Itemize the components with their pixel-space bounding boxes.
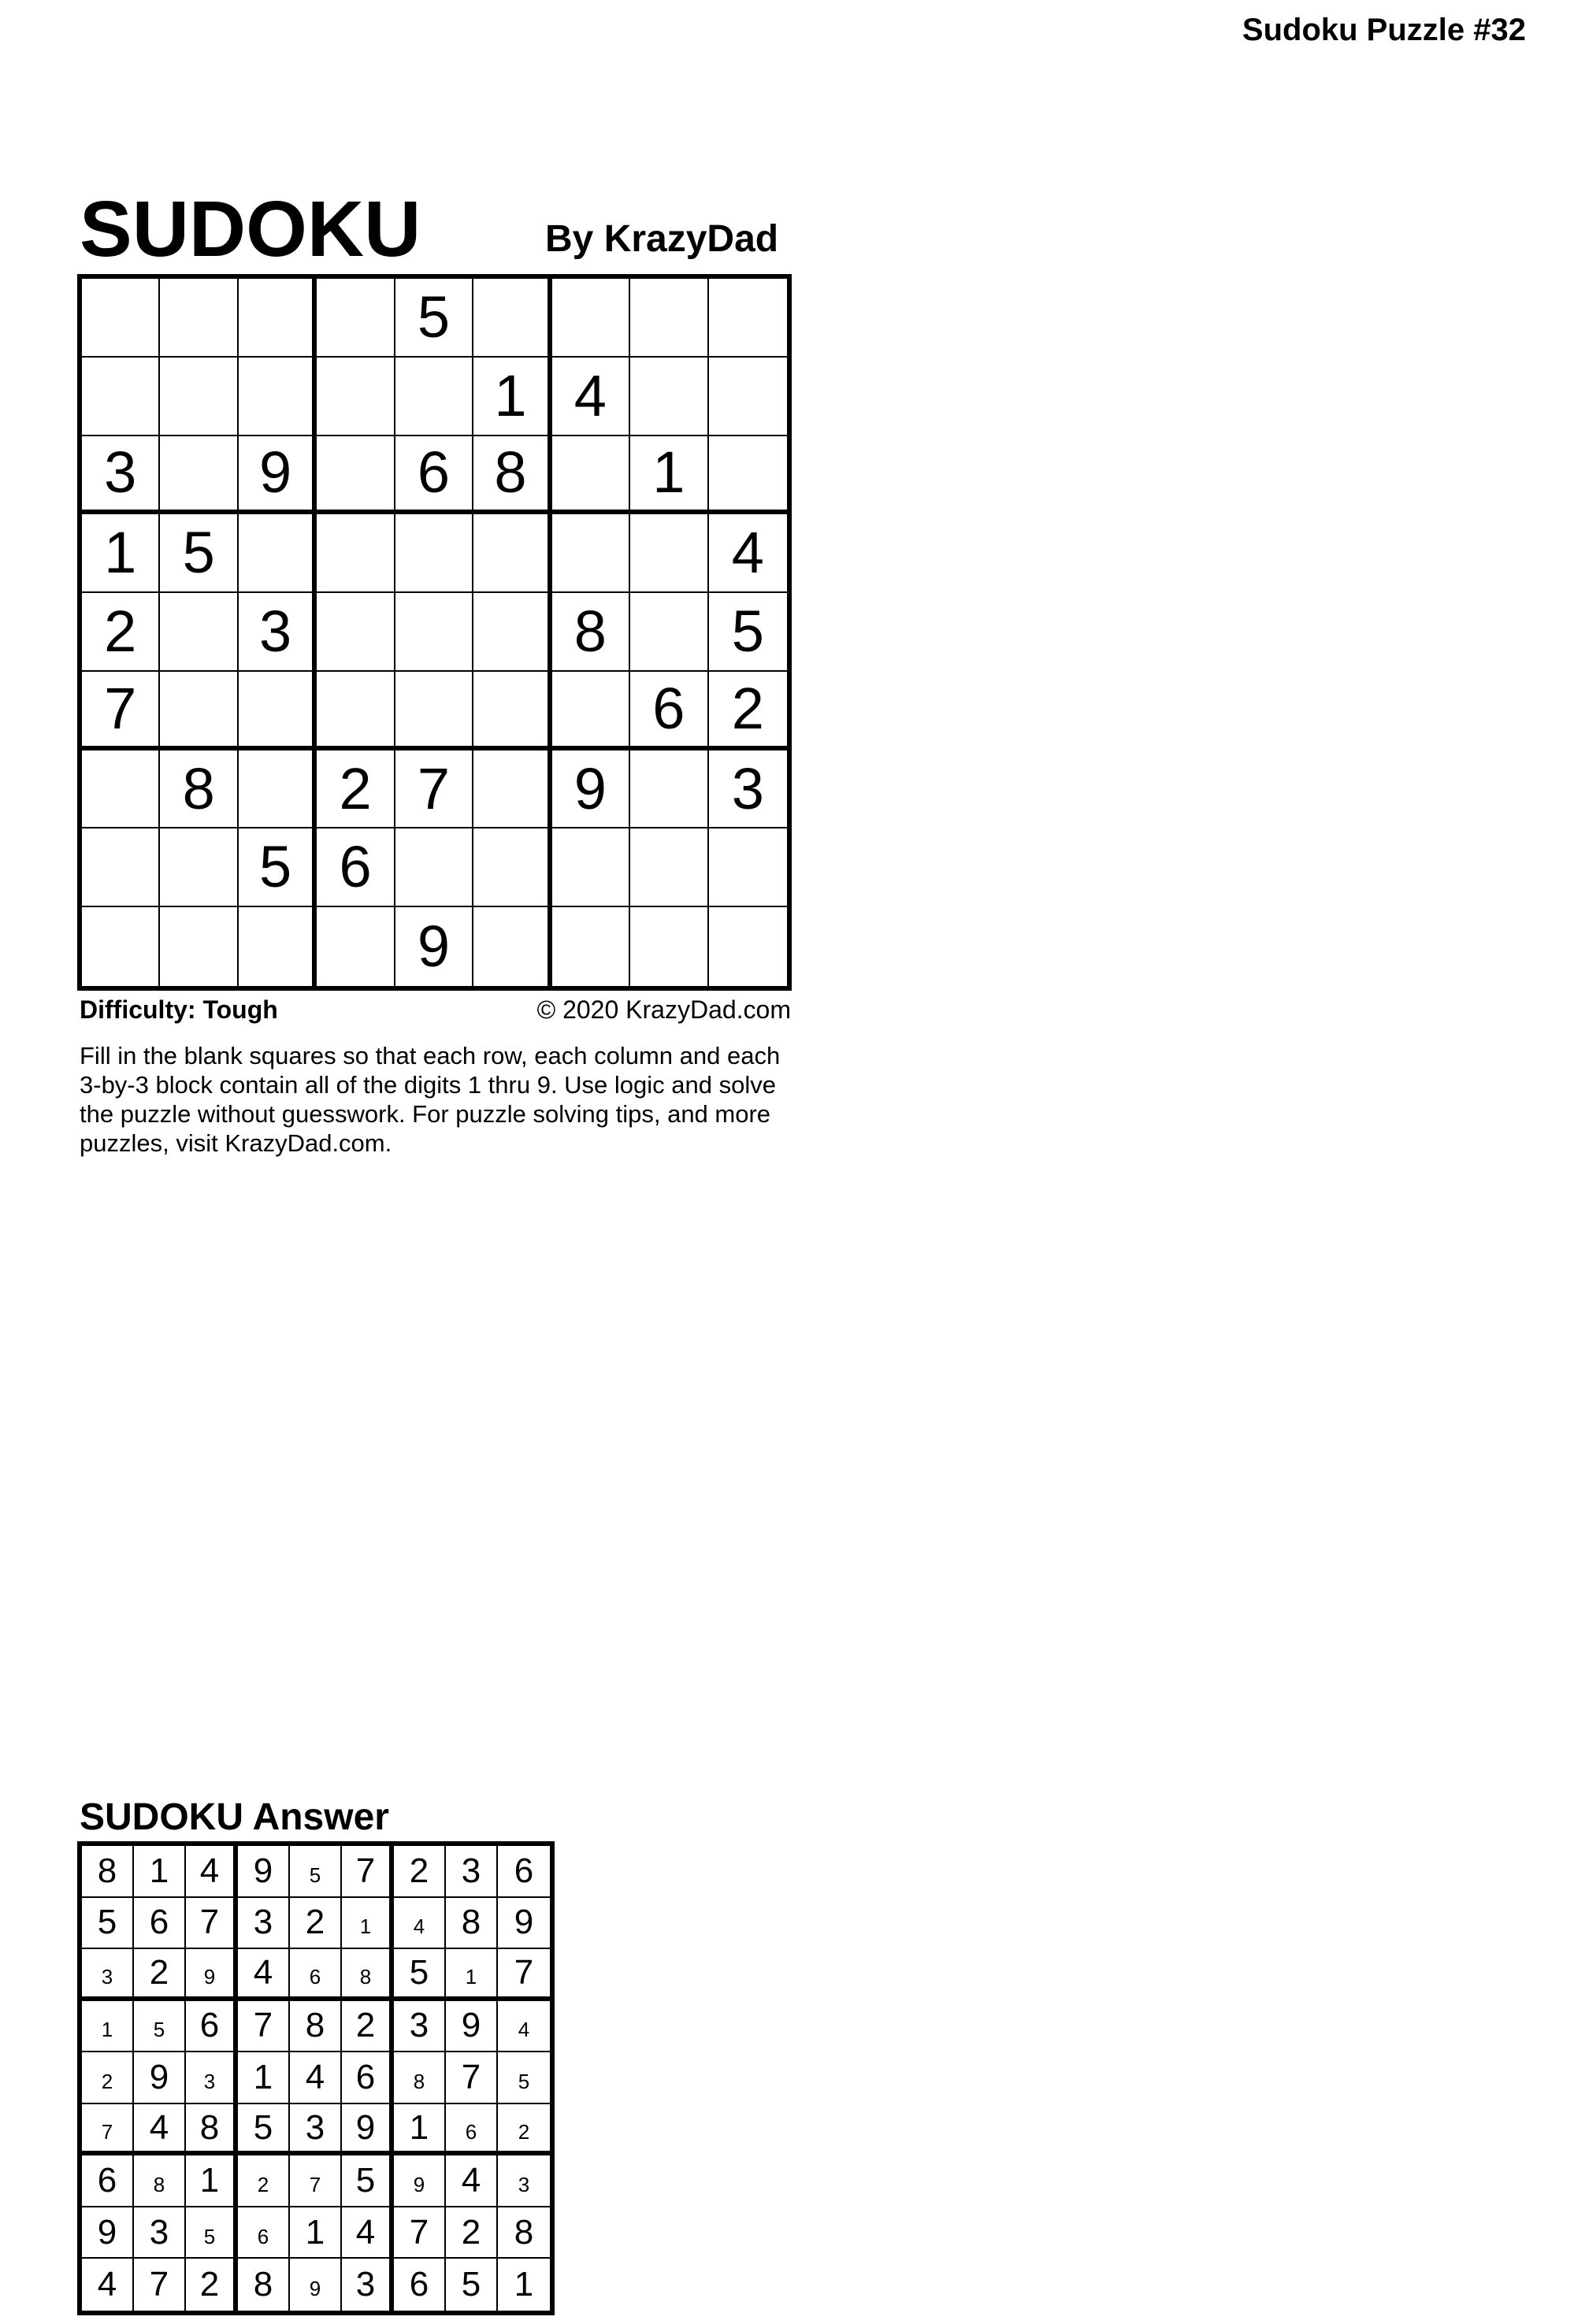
- puzzle-cell[interactable]: 6: [395, 436, 473, 515]
- answer-cell: 2: [134, 1949, 186, 2001]
- puzzle-cell[interactable]: [552, 436, 630, 515]
- puzzle-cell[interactable]: [709, 907, 787, 986]
- answer-cell: 1: [394, 2104, 446, 2156]
- answer-cell: 1: [238, 2052, 290, 2104]
- copyright-notice: © 2020 KrazyDad.com: [536, 995, 791, 1024]
- answer-cell: 3: [446, 1846, 498, 1898]
- puzzle-cell[interactable]: [473, 672, 551, 751]
- puzzle-cell[interactable]: 5: [239, 828, 317, 907]
- answer-cell: 3: [290, 2104, 342, 2156]
- puzzle-cell[interactable]: 5: [160, 514, 238, 593]
- puzzle-cell[interactable]: 3: [239, 593, 317, 672]
- puzzle-cell[interactable]: [317, 279, 395, 358]
- answer-cell: 4: [290, 2052, 342, 2104]
- answer-cell: 6: [186, 2001, 238, 2053]
- puzzle-cell[interactable]: [160, 672, 238, 751]
- answer-cell: 9: [186, 1949, 238, 2001]
- puzzle-cell[interactable]: [160, 828, 238, 907]
- answer-cell: 8: [238, 2259, 290, 2311]
- puzzle-cell[interactable]: [630, 751, 708, 829]
- page-header-title: Sudoku Puzzle #32: [1242, 13, 1526, 47]
- puzzle-cell[interactable]: [395, 514, 473, 593]
- answer-cell: 3: [498, 2155, 550, 2207]
- puzzle-byline: By KrazyDad: [545, 218, 779, 260]
- answer-cell: 6: [394, 2259, 446, 2311]
- puzzle-cell[interactable]: [552, 279, 630, 358]
- answer-cell: 1: [186, 2155, 238, 2207]
- puzzle-cell[interactable]: [239, 279, 317, 358]
- puzzle-cell[interactable]: 2: [709, 672, 787, 751]
- answer-cell: 5: [498, 2052, 550, 2104]
- answer-cell: 6: [238, 2207, 290, 2259]
- answer-grid: [77, 1841, 555, 2315]
- puzzle-cell[interactable]: 9: [552, 751, 630, 829]
- puzzle-cell[interactable]: [630, 279, 708, 358]
- puzzle-cell[interactable]: 9: [395, 907, 473, 986]
- answer-cell: 8: [342, 1949, 394, 2001]
- answer-cell: 7: [498, 1949, 550, 2001]
- puzzle-cell[interactable]: 1: [82, 514, 160, 593]
- puzzle-cell[interactable]: 4: [709, 514, 787, 593]
- answer-cell: 7: [446, 2052, 498, 2104]
- answer-cell: 6: [498, 1846, 550, 1898]
- puzzle-cell[interactable]: [709, 436, 787, 515]
- puzzle-cell[interactable]: [473, 828, 551, 907]
- answer-cell: 4: [238, 1949, 290, 2001]
- puzzle-cell[interactable]: [630, 907, 708, 986]
- answer-cell: 5: [134, 2001, 186, 2053]
- answer-cell: 6: [290, 1949, 342, 2001]
- answer-cell: 2: [186, 2259, 238, 2311]
- puzzle-cell[interactable]: 1: [630, 436, 708, 515]
- answer-cell: 4: [186, 1846, 238, 1898]
- puzzle-cell[interactable]: 6: [630, 672, 708, 751]
- answer-cell: 7: [186, 1898, 238, 1950]
- answer-cell: 3: [342, 2259, 394, 2311]
- puzzle-cell[interactable]: [552, 828, 630, 907]
- answer-cell: 6: [342, 2052, 394, 2104]
- answer-cell: 4: [498, 2001, 550, 2053]
- puzzle-cell[interactable]: [317, 514, 395, 593]
- answer-cell: 8: [394, 2052, 446, 2104]
- puzzle-cell[interactable]: 8: [160, 751, 238, 829]
- answer-cell: 7: [290, 2155, 342, 2207]
- answer-cell: 5: [446, 2259, 498, 2311]
- answer-cell: 5: [394, 1949, 446, 2001]
- answer-cell: 4: [446, 2155, 498, 2207]
- puzzle-cell[interactable]: [395, 672, 473, 751]
- answer-cell: 8: [446, 1898, 498, 1950]
- puzzle-cell[interactable]: [82, 907, 160, 986]
- puzzle-cell[interactable]: [630, 514, 708, 593]
- puzzle-cell[interactable]: [395, 828, 473, 907]
- puzzle-cell[interactable]: [317, 358, 395, 436]
- puzzle-cell[interactable]: 1: [473, 358, 551, 436]
- answer-cell: 9: [498, 1898, 550, 1950]
- puzzle-cell[interactable]: [160, 358, 238, 436]
- puzzle-cell[interactable]: [473, 593, 551, 672]
- answer-cell: 8: [134, 2155, 186, 2207]
- answer-cell: 8: [498, 2207, 550, 2259]
- puzzle-cell[interactable]: [395, 593, 473, 672]
- puzzle-cell[interactable]: [473, 279, 551, 358]
- answer-cell: 9: [342, 2104, 394, 2156]
- answer-cell: 5: [290, 1846, 342, 1898]
- answer-cell: 9: [82, 2207, 134, 2259]
- puzzle-cell[interactable]: [160, 279, 238, 358]
- answer-cell: 2: [82, 2052, 134, 2104]
- answer-cell: 2: [342, 2001, 394, 2053]
- puzzle-cell[interactable]: [317, 907, 395, 986]
- puzzle-cell[interactable]: [552, 907, 630, 986]
- answer-cell: 9: [238, 1846, 290, 1898]
- answer-cell: 8: [82, 1846, 134, 1898]
- puzzle-cell[interactable]: [552, 514, 630, 593]
- puzzle-cell[interactable]: [630, 828, 708, 907]
- answer-cell: 4: [134, 2104, 186, 2156]
- answer-cell: 3: [82, 1949, 134, 2001]
- answer-cell: 4: [342, 2207, 394, 2259]
- answer-cell: 1: [134, 1846, 186, 1898]
- puzzle-cell[interactable]: [709, 358, 787, 436]
- puzzle-cell[interactable]: 4: [552, 358, 630, 436]
- answer-title: SUDOKU Answer: [80, 1796, 389, 1838]
- answer-cell: 1: [82, 2001, 134, 2053]
- puzzle-cell[interactable]: 7: [395, 751, 473, 829]
- puzzle-cell[interactable]: 9: [239, 436, 317, 515]
- puzzle-cell[interactable]: [160, 593, 238, 672]
- puzzle-cell[interactable]: [709, 828, 787, 907]
- puzzle-grid: [77, 274, 792, 991]
- instructions-text: Fill in the blank squares so that each row, each column and each 3-by-3 block contain all of the digits 1 thru 9. Use logic and solve the puzzle without guesswork. For puzzle solving tips, and more puzzles, visit KrazyDad.com.: [80, 1042, 781, 1157]
- puzzle-cell[interactable]: 6: [317, 828, 395, 907]
- answer-cell: 3: [186, 2052, 238, 2104]
- puzzle-cell[interactable]: 7: [82, 672, 160, 751]
- answer-cell: 3: [394, 2001, 446, 2053]
- puzzle-cell[interactable]: 5: [709, 593, 787, 672]
- answer-cell: 5: [82, 1898, 134, 1950]
- puzzle-cell[interactable]: [239, 751, 317, 829]
- puzzle-cell[interactable]: [239, 907, 317, 986]
- answer-cell: 2: [498, 2104, 550, 2156]
- puzzle-cell[interactable]: [239, 358, 317, 436]
- answer-cell: 7: [394, 2207, 446, 2259]
- answer-cell: 6: [134, 1898, 186, 1950]
- puzzle-cell[interactable]: 5: [395, 279, 473, 358]
- puzzle-cell[interactable]: [82, 828, 160, 907]
- puzzle-cell[interactable]: 3: [709, 751, 787, 829]
- puzzle-cell[interactable]: [82, 279, 160, 358]
- puzzle-cell[interactable]: [317, 593, 395, 672]
- answer-cell: 2: [290, 1898, 342, 1950]
- answer-cell: 9: [446, 2001, 498, 2053]
- puzzle-cell[interactable]: [473, 907, 551, 986]
- answer-cell: 1: [446, 1949, 498, 2001]
- puzzle-cell[interactable]: [709, 279, 787, 358]
- answer-cell: 7: [342, 1846, 394, 1898]
- puzzle-cell[interactable]: [630, 358, 708, 436]
- answer-cell: 7: [238, 2001, 290, 2053]
- puzzle-cell[interactable]: [82, 358, 160, 436]
- answer-cell: 8: [290, 2001, 342, 2053]
- puzzle-cell[interactable]: [630, 593, 708, 672]
- answer-cell: 2: [238, 2155, 290, 2207]
- answer-cell: 7: [134, 2259, 186, 2311]
- puzzle-cell[interactable]: [239, 514, 317, 593]
- answer-cell: 4: [394, 1898, 446, 1950]
- puzzle-title: SUDOKU: [80, 185, 421, 273]
- puzzle-cell[interactable]: [160, 436, 238, 515]
- answer-cell: 7: [82, 2104, 134, 2156]
- puzzle-cell[interactable]: [317, 436, 395, 515]
- answer-cell: 9: [290, 2259, 342, 2311]
- puzzle-cell[interactable]: 8: [552, 593, 630, 672]
- answer-cell: 9: [134, 2052, 186, 2104]
- puzzle-cell[interactable]: [239, 672, 317, 751]
- difficulty-label: Difficulty: Tough: [80, 995, 278, 1024]
- puzzle-cell[interactable]: [317, 672, 395, 751]
- answer-cell: 6: [446, 2104, 498, 2156]
- answer-cell: 9: [394, 2155, 446, 2207]
- answer-cell: 8: [186, 2104, 238, 2156]
- answer-cell: 3: [134, 2207, 186, 2259]
- answer-cell: 1: [290, 2207, 342, 2259]
- puzzle-cell[interactable]: [552, 672, 630, 751]
- puzzle-cell[interactable]: [82, 751, 160, 829]
- answer-cell: 5: [342, 2155, 394, 2207]
- puzzle-cell[interactable]: [473, 751, 551, 829]
- puzzle-cell[interactable]: 2: [317, 751, 395, 829]
- puzzle-cell[interactable]: 2: [82, 593, 160, 672]
- answer-cell: 5: [186, 2207, 238, 2259]
- answer-cell: 1: [342, 1898, 394, 1950]
- puzzle-cell[interactable]: 8: [473, 436, 551, 515]
- puzzle-cell[interactable]: [395, 358, 473, 436]
- puzzle-cell[interactable]: 3: [82, 436, 160, 515]
- answer-cell: 2: [446, 2207, 498, 2259]
- answer-cell: 3: [238, 1898, 290, 1950]
- answer-cell: 5: [238, 2104, 290, 2156]
- answer-cell: 6: [82, 2155, 134, 2207]
- answer-cell: 1: [514, 2265, 534, 2304]
- puzzle-cell[interactable]: [473, 514, 551, 593]
- puzzle-cell[interactable]: [160, 907, 238, 986]
- answer-cell: 2: [394, 1846, 446, 1898]
- answer-cell: 4: [82, 2259, 134, 2311]
